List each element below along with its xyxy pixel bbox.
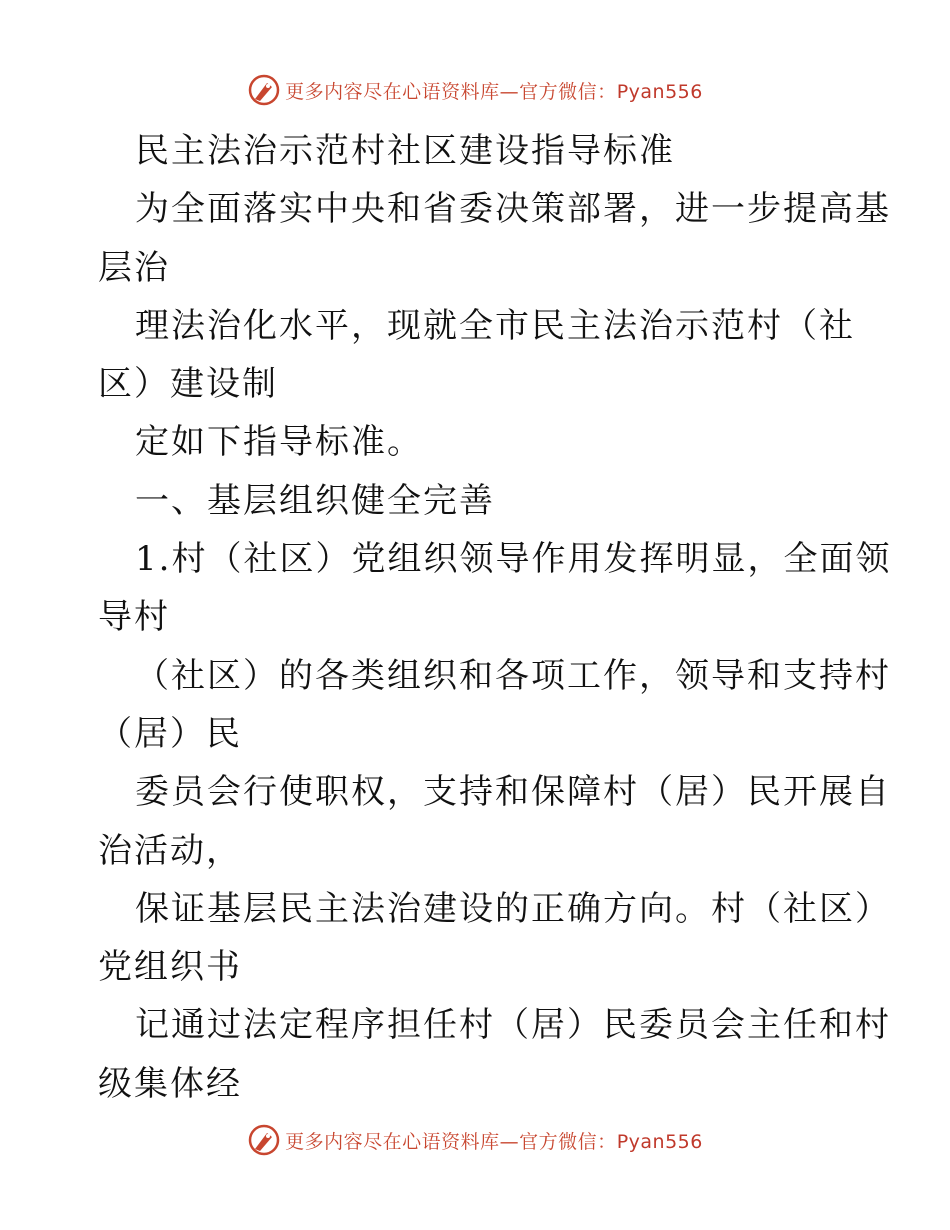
- document-line: 民主法治示范村社区建设指导标准: [135, 131, 675, 171]
- header-wechat-label: 官方微信：: [519, 80, 617, 103]
- header-separator: —: [499, 80, 520, 103]
- footer-brand: 更多内容尽在心语资料库: [285, 1130, 500, 1153]
- document-line: 治活动，: [98, 830, 242, 871]
- document-line: 一、基层组织健全完善: [135, 480, 495, 521]
- footer-banner-text: [285, 1127, 703, 1154]
- document-line: 为全面落实中央和省委决策部署，进一步提高基: [135, 189, 891, 230]
- document-line: 记通过法定程序担任村（居）民委员会主任和村: [135, 1005, 891, 1046]
- document-line: 党组织书: [98, 947, 242, 988]
- footer-banner: [0, 1120, 950, 1160]
- header-banner: [0, 70, 950, 110]
- document-line: 区）建设制: [98, 364, 278, 405]
- document-line: （居）民: [98, 713, 242, 754]
- document-line: 委员会行使职权，支持和保障村（居）民开展自: [135, 772, 891, 813]
- pen-nib-logo-icon: [247, 1123, 281, 1157]
- header-brand: 更多内容尽在心语资料库: [285, 80, 500, 103]
- document-body: [98, 122, 892, 1113]
- footer-wechat-label: 官方微信：: [519, 1130, 617, 1153]
- document-line: 级集体经: [98, 1063, 242, 1104]
- document-line: 层治: [98, 247, 170, 288]
- document-line: （社区）的各类组织和各项工作，领导和支持村: [135, 655, 891, 696]
- header-banner-text: [285, 77, 703, 104]
- document-line: 定如下指导标准。: [135, 422, 423, 463]
- document-line: 导村: [98, 597, 170, 638]
- document-line: 保证基层民主法治建设的正确方向。村（社区）: [135, 888, 891, 929]
- footer-separator: —: [499, 1130, 520, 1153]
- footer-wechat-id: Pyan556: [616, 1130, 703, 1153]
- pen-nib-logo-icon: [247, 73, 281, 107]
- header-wechat-id: Pyan556: [616, 80, 703, 103]
- document-line: 1.村（社区）党组织领导作用发挥明显，全面领: [135, 539, 892, 580]
- document-line: 理法治化水平，现就全市民主法治示范村（社: [135, 305, 855, 346]
